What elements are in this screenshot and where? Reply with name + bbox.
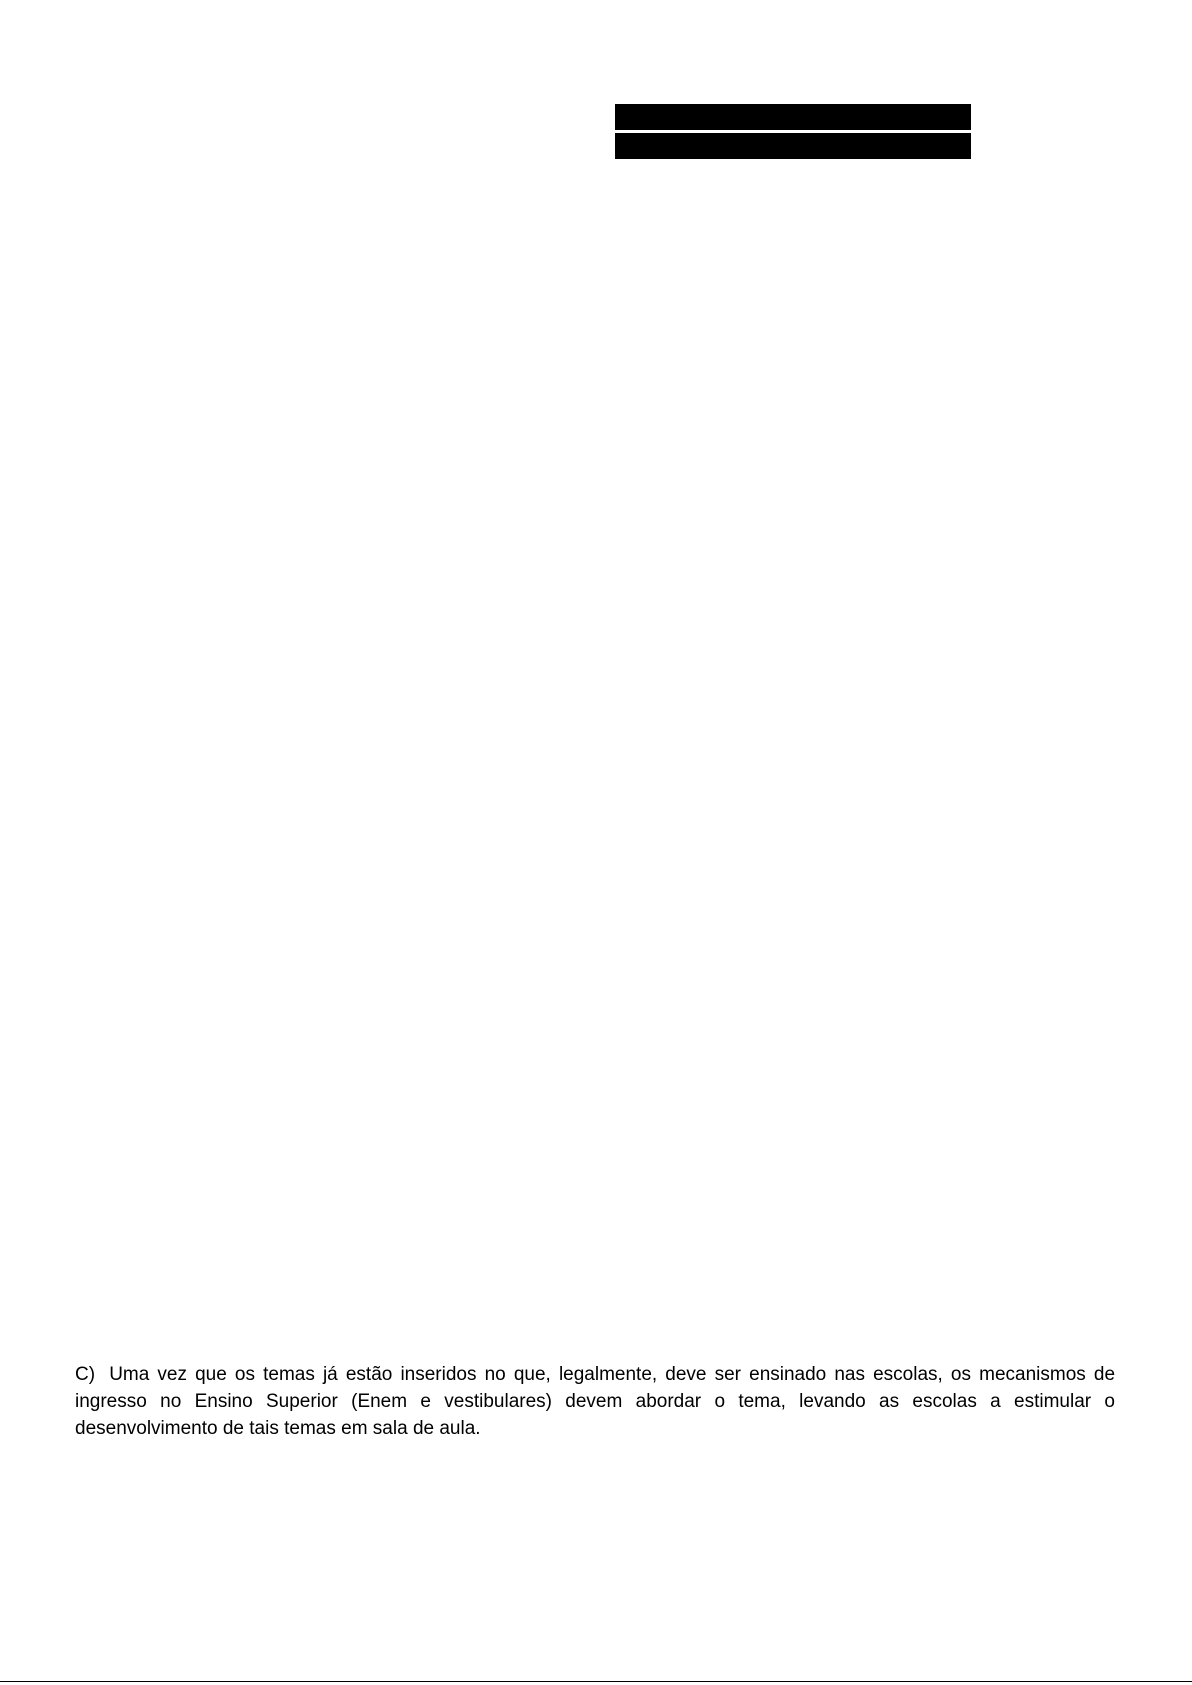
- page-bottom-rule: [0, 1681, 1192, 1682]
- redaction-bar-top: [615, 104, 971, 130]
- option-letter: C): [75, 1364, 96, 1385]
- answer-option-c: [75, 1361, 1115, 1442]
- redaction-bar-bottom: [615, 133, 971, 159]
- option-text: Uma vez que os temas já estão inseridos no que, legalmente, deve ser ensinado nas escolas, os mecanismos de ingresso no Ensino Superior (Enem e vestibulares) devem abordar o tema, levando as escolas a estimular o desenvolvimento de tais temas em sala de aula.: [75, 1364, 1116, 1439]
